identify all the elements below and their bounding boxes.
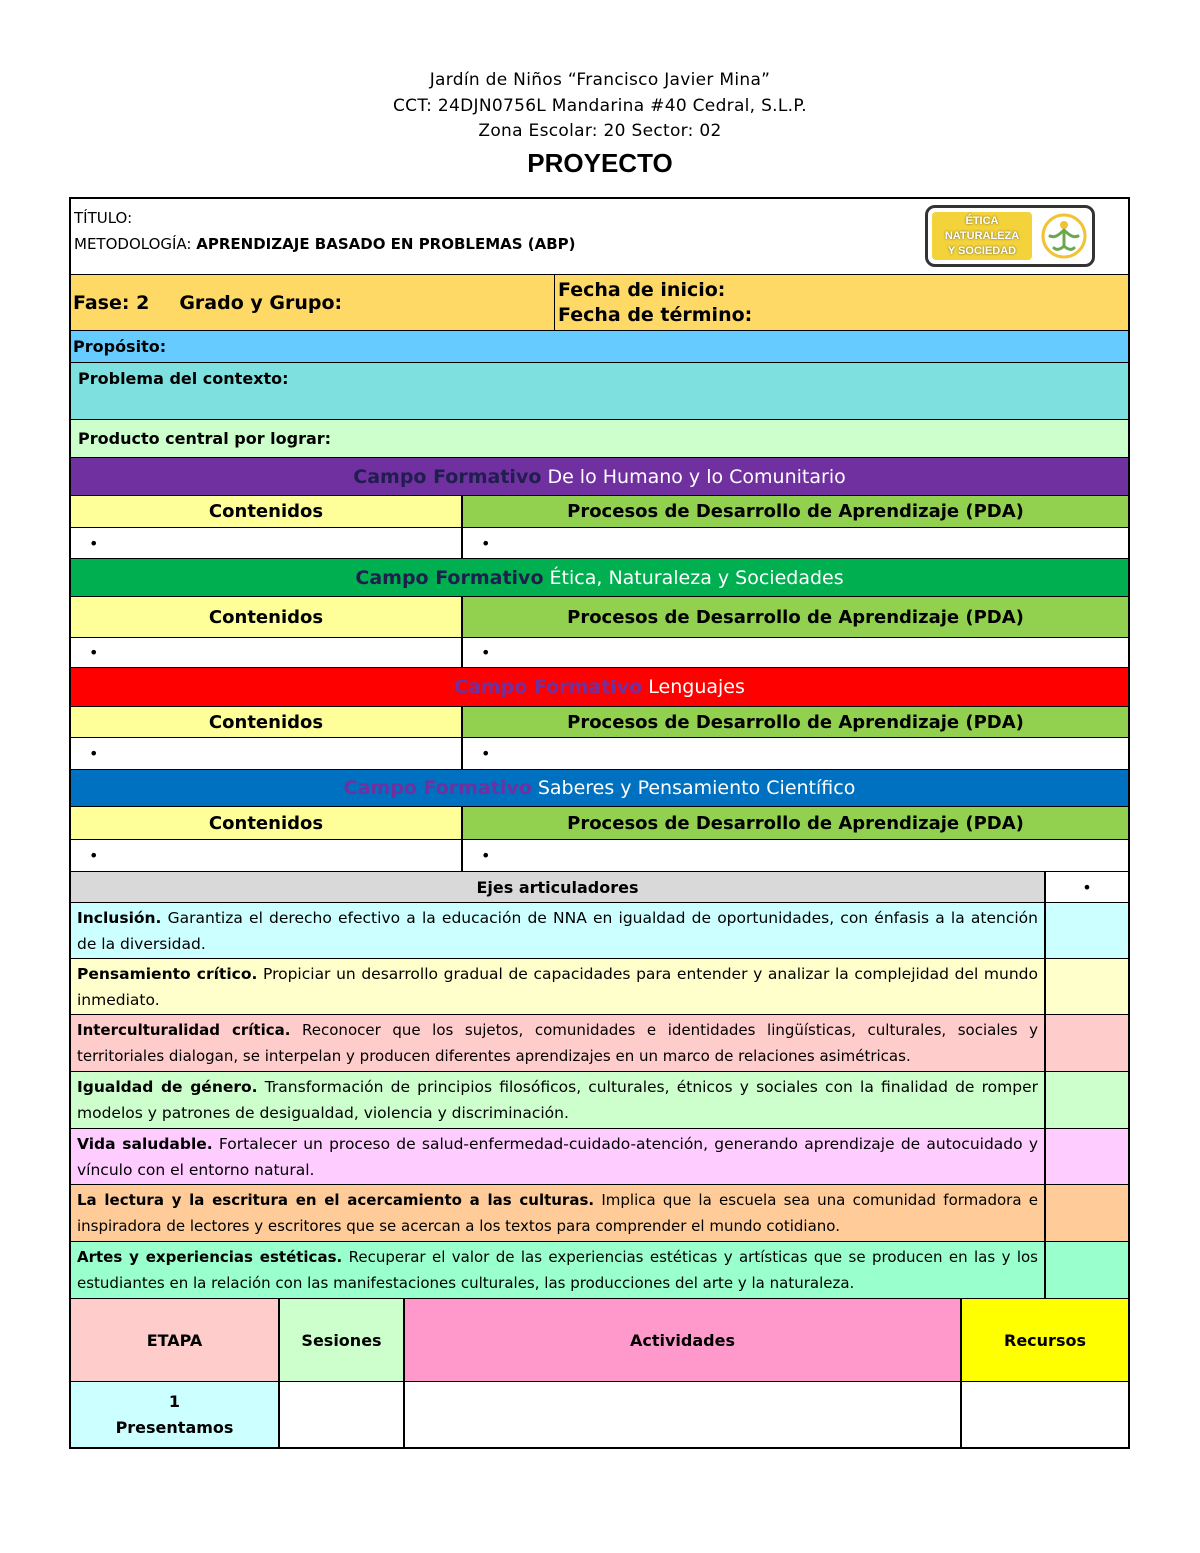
sesiones-cell-1[interactable]: [280, 1382, 405, 1447]
producto-row: [71, 420, 1128, 458]
metodologia-value: APRENDIZAJE BASADO EN PROBLEMAS (ABP): [196, 235, 576, 253]
eje-desc-3: Reconocer que los sujetos, comunidades e identidades lingüísticas, culturales, sociales y territoriales dialogan, se interpelan y producen diferentes aprendizajes en un marco de relaciones asimétricas.: [77, 1021, 1038, 1065]
leaf-figure-icon: [1040, 212, 1088, 260]
problema-label: Problema del contexto:: [78, 369, 289, 388]
campo-header-2: [71, 559, 1128, 597]
eje-desc-1: Garantiza el derecho efectivo a la educación de NNA en igualdad de oportunidades, con énfasis a la atención de la diversidad.: [77, 909, 1038, 953]
school-name: Jardín de Niños “Francisco Javier Mina”: [429, 70, 771, 90]
etica-logo: [925, 205, 1095, 267]
recursos-cell-1[interactable]: [962, 1382, 1128, 1447]
pda-bullet-2: •: [481, 643, 491, 662]
etapa-number-1: 1: [168, 1391, 181, 1411]
project-form: [69, 197, 1130, 1449]
campo-prefix-3: Campo Formativo: [454, 676, 643, 698]
campo-cols-3: [71, 707, 1128, 738]
grado-grupo-label: Grado y Grupo:: [179, 291, 343, 314]
campo-header-1: [71, 458, 1128, 496]
contenidos-header-2: Contenidos: [71, 597, 463, 637]
fecha-termino-label: Fecha de término:: [558, 303, 753, 326]
eje-check-6[interactable]: [1046, 1185, 1128, 1241]
etapa-cell-1: [71, 1382, 280, 1447]
campo-bullets-2: [71, 638, 1128, 668]
eje-text-7: [71, 1242, 1046, 1298]
eje-desc-7: Recuperar el valor de las experiencias estéticas y artísticas que se producen en las y los estudiantes en la relación con las manifestaciones culturales, las producciones del arte y la naturaleza.: [77, 1248, 1038, 1292]
pda-bullet-3: •: [481, 744, 491, 763]
fase-row: [71, 275, 1128, 331]
school-zone: Zona Escolar: 20 Sector: 02: [478, 121, 722, 141]
recursos-header: Recursos: [962, 1299, 1128, 1381]
logo-line-3: Y SOCIEDAD: [947, 244, 1017, 257]
eje-row-2: [71, 959, 1128, 1015]
proposito-label: Propósito:: [73, 337, 167, 356]
sesiones-header: Sesiones: [280, 1299, 405, 1381]
eje-desc-4: Transformación de principios filosóficos, culturales, étnicos y sociales con la finalidad de romper modelos y patrones de desigualdad, violencia y discriminación.: [77, 1078, 1038, 1122]
actividades-header: Actividades: [405, 1299, 962, 1381]
stage-row-1: [71, 1382, 1128, 1447]
pda-header-3: Procesos de Desarrollo de Aprendizaje (PDA): [463, 707, 1128, 737]
eje-row-5: [71, 1129, 1128, 1185]
eje-row-4: [71, 1072, 1128, 1129]
metodologia-line: [74, 231, 908, 257]
campo-cols-1: [71, 496, 1128, 528]
titulo-label: TÍTULO:: [74, 209, 133, 227]
campo-prefix-2: Campo Formativo: [355, 566, 544, 589]
eje-check-4[interactable]: [1046, 1072, 1128, 1128]
campo-name-2: Ética, Naturaleza y Sociedades: [549, 566, 844, 589]
eje-desc-5: Fortalecer un proceso de salud-enfermedad-cuidado-atención, generando aprendizaje de autocuidado y vínculo con el entorno natural.: [77, 1135, 1038, 1179]
eje-text-1: [71, 903, 1046, 958]
contenidos-header-4: Contenidos: [71, 807, 463, 839]
ejes-bullet: •: [1046, 872, 1128, 902]
eje-text-5: [71, 1129, 1046, 1184]
eje-check-1[interactable]: [1046, 903, 1128, 958]
pda-header-2: Procesos de Desarrollo de Aprendizaje (PDA): [463, 597, 1128, 637]
campo-name-3: Lenguajes: [648, 676, 745, 698]
actividades-cell-1[interactable]: [405, 1382, 962, 1447]
campo-header-4: [71, 770, 1128, 807]
school-cct: CCT: 24DJN0756L Mandarina #40 Cedral, S.L.P.: [393, 96, 807, 116]
fecha-inicio-label: Fecha de inicio:: [558, 278, 726, 301]
contenidos-bullet-4: •: [71, 840, 463, 871]
producto-label: Producto central por lograr:: [78, 429, 332, 448]
campo-name-1: De lo Humano y lo Comunitario: [547, 465, 846, 488]
eje-text-4: [71, 1072, 1046, 1128]
campo-header-3: [71, 668, 1128, 707]
eje-title-5: Vida saludable.: [77, 1135, 213, 1153]
stages-header-row: [71, 1299, 1128, 1382]
eje-check-2[interactable]: [1046, 959, 1128, 1014]
pda-bullet-1: •: [481, 533, 491, 553]
metodologia-label: METODOLOGÍA:: [74, 235, 192, 253]
ejes-header: Ejes articuladores: [71, 872, 1046, 902]
campo-bullets-4: [71, 840, 1128, 872]
fase-label: Fase: 2: [73, 291, 150, 314]
contenidos-bullet-1: •: [71, 528, 463, 558]
eje-title-1: Inclusión.: [77, 909, 162, 927]
eje-text-3: [71, 1015, 1046, 1071]
campo-prefix-1: Campo Formativo: [353, 465, 542, 488]
ejes-header-row: [71, 872, 1128, 903]
pda-header-1: Procesos de Desarrollo de Aprendizaje (PDA): [463, 496, 1128, 527]
eje-row-7: [71, 1242, 1128, 1299]
eje-title-6: La lectura y la escritura en el acercamiento a las culturas.: [77, 1191, 595, 1209]
etapa-name-1: Presentamos: [115, 1417, 234, 1437]
logo-line-1: ÉTICA: [965, 214, 999, 227]
proposito-row: [71, 331, 1128, 363]
campo-bullets-3: [71, 738, 1128, 770]
pda-bullet-4: •: [481, 846, 491, 865]
eje-row-1: [71, 903, 1128, 959]
pda-header-4: Procesos de Desarrollo de Aprendizaje (PDA): [463, 807, 1128, 839]
eje-check-7[interactable]: [1046, 1242, 1128, 1298]
eje-title-2: Pensamiento crítico.: [77, 965, 258, 983]
eje-text-2: [71, 959, 1046, 1014]
eje-text-6: [71, 1185, 1046, 1241]
contenidos-bullet-2: •: [71, 638, 463, 667]
eje-desc-6: Implica que la escuela sea una comunidad formadora e inspiradora de lectores y escritores que se acercan a los textos para comprender el mundo cotidiano.: [77, 1191, 1038, 1235]
campo-bullets-1: [71, 528, 1128, 559]
contenidos-header-3: Contenidos: [71, 707, 463, 737]
campo-prefix-4: Campo Formativo: [343, 777, 532, 799]
eje-check-3[interactable]: [1046, 1015, 1128, 1071]
campo-name-4: Saberes y Pensamiento Científico: [537, 777, 856, 799]
page-title: PROYECTO: [527, 148, 673, 178]
problema-row: [71, 363, 1128, 420]
eje-row-3: [71, 1015, 1128, 1072]
eje-title-4: Igualdad de género.: [77, 1078, 258, 1096]
campo-cols-2: [71, 597, 1128, 638]
contenidos-header-1: Contenidos: [71, 496, 463, 527]
etapa-header: ETAPA: [71, 1299, 280, 1381]
eje-check-5[interactable]: [1046, 1129, 1128, 1184]
eje-desc-2: Propiciar un desarrollo gradual de capacidades para entender y analizar la complejidad del mundo inmediato.: [77, 965, 1038, 1009]
logo-line-2: NATURALEZA: [944, 229, 1020, 242]
eje-title-7: Artes y experiencias estéticas.: [77, 1248, 343, 1266]
eje-row-6: [71, 1185, 1128, 1242]
eje-title-3: Interculturalidad crítica.: [77, 1021, 291, 1039]
title-row: [71, 199, 1128, 275]
contenidos-bullet-3: •: [71, 738, 463, 769]
campo-cols-4: [71, 807, 1128, 840]
